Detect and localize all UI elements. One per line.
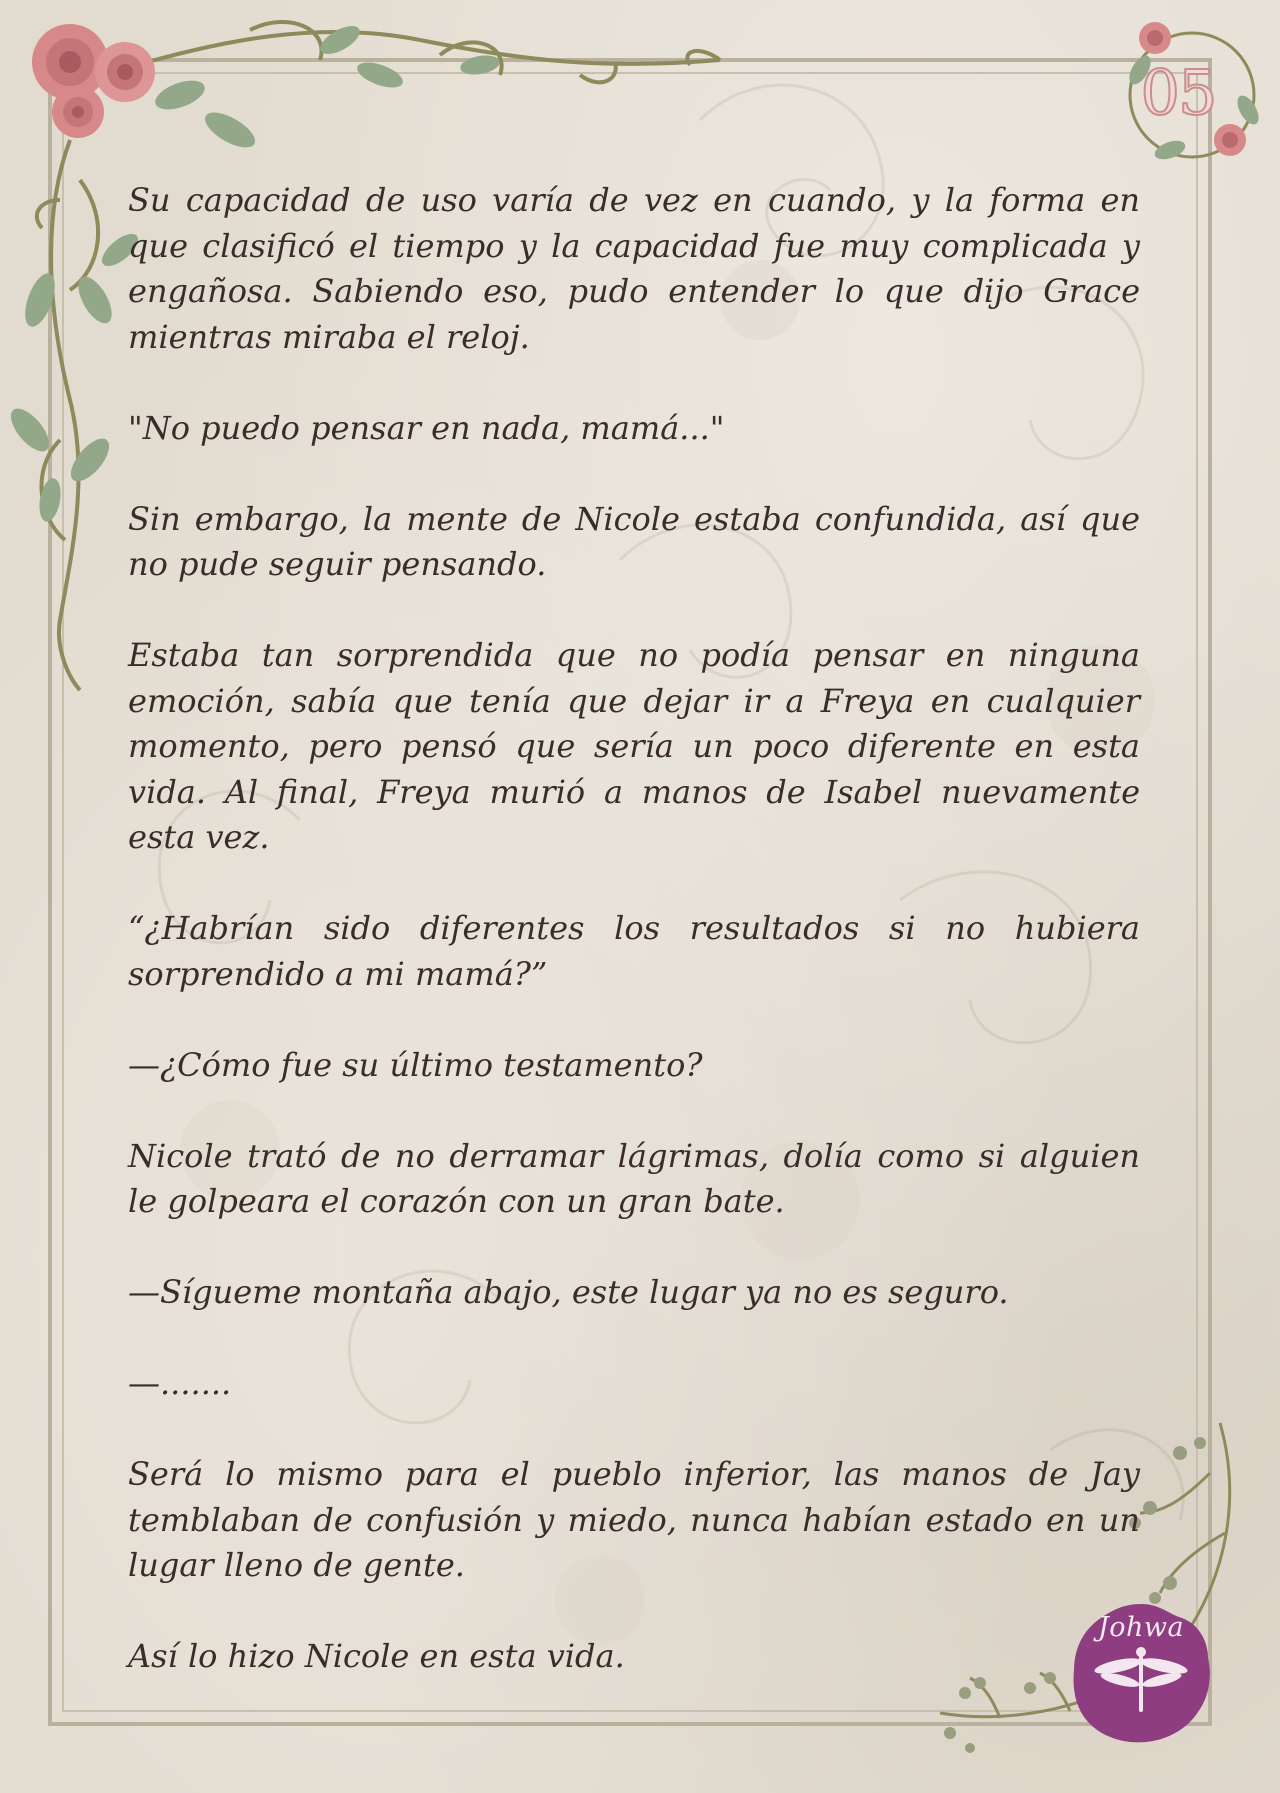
paragraph: Estaba tan sorprendida que no podía pensar en ninguna emoción, sabía que tenía que dejar ir a Freya en cualquier momento, pero pensó que sería un poco diferente en esta vida. Al final, Freya murió a manos de Isabel nuevamente esta vez.: [128, 636, 1140, 856]
page-number: 05: [1140, 56, 1216, 129]
paragraph: —Sígueme montaña abajo, este lugar ya no es seguro.: [128, 1273, 1009, 1311]
paragraph: “¿Habrían sido diferentes los resultados si no hubiera sorprendido a mi mamá?”: [128, 909, 1140, 993]
paragraph: "No puedo pensar en nada, mamá...": [128, 408, 725, 447]
paragraph: Sin embargo, la mente de Nicole estaba confundida, así que no pude seguir pensando.: [128, 499, 1140, 583]
paragraph: Su capacidad de uso varía de vez en cuando, y la forma en que clasificó el tiempo y la capacidad fue muy complicada y engañosa. Sabiendo eso, pudo entender lo que dijo Grace mientras miraba el reloj.: [128, 181, 1140, 356]
paragraph: —¿Cómo fue su último testamento?: [128, 1045, 703, 1084]
story-text: [128, 178, 1140, 1680]
paragraph: Será lo mismo para el pueblo inferior, las manos de Jay temblaban de confusión y miedo, nunca habían estado en un lugar lleno de gente.: [128, 1455, 1140, 1584]
brand-logo-text: Johwa: [1097, 1612, 1185, 1643]
paragraph: Nicole trató de no derramar lágrimas, dolía como si alguien le golpeara el corazón con un gran bate.: [128, 1136, 1140, 1220]
paragraph: Así lo hizo Nicole en esta vida.: [128, 1637, 625, 1675]
paragraph: —.......: [128, 1364, 232, 1402]
